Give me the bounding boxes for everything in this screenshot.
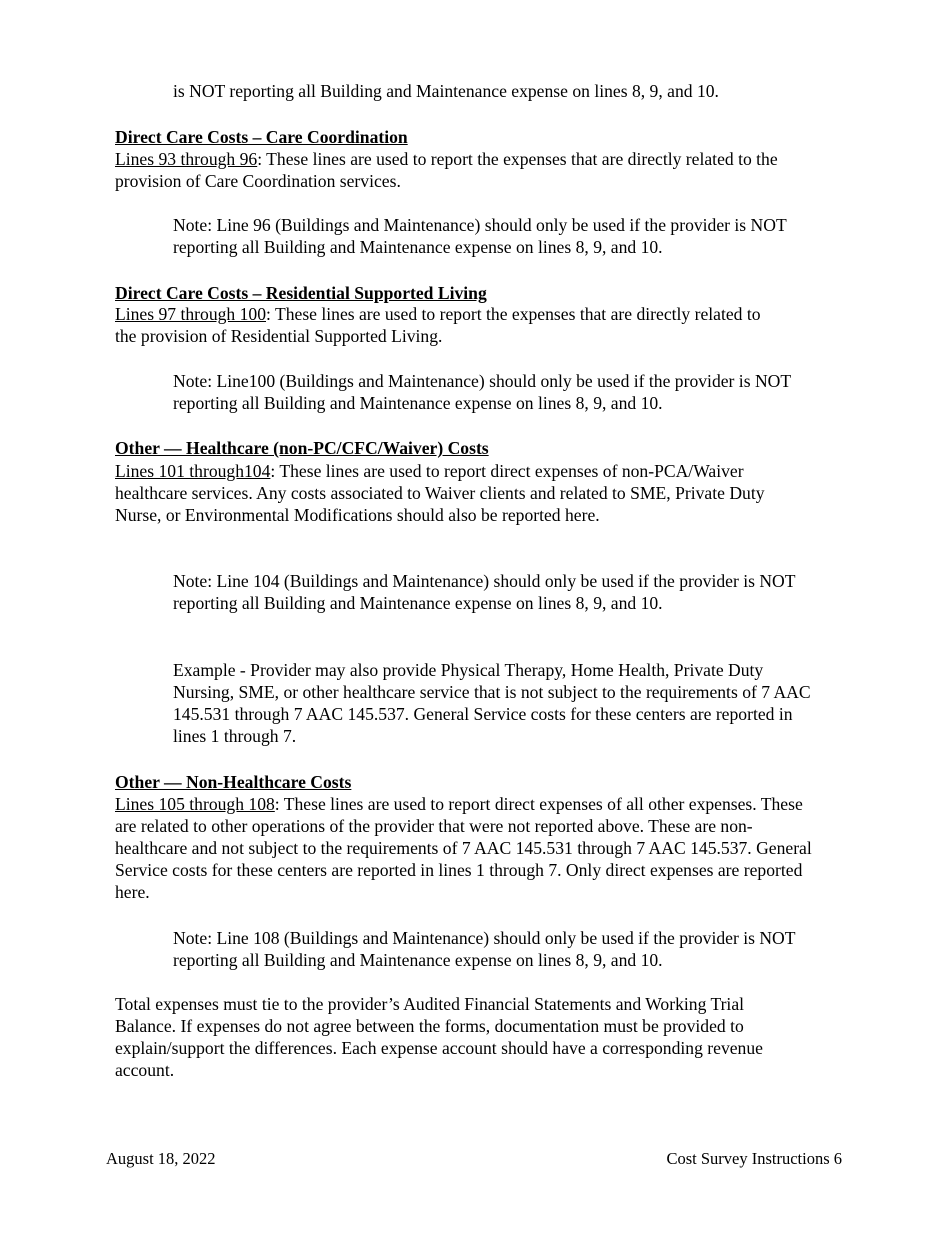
section-body-other-healthcare bbox=[115, 460, 805, 526]
section-body-text: : These lines are used to report the expenses that are directly related to the provision of Care Coordination services. bbox=[115, 149, 778, 191]
section-body-text: : These lines are used to report direct expenses of all other expenses. These are related to other operations of the provider that were not reported above. These are non-healthcare and not subject to the requirements of 7 AAC 145.531 through 7 AAC 145.537. General Service costs for these centers are reported in lines 1 through 7. Only direct expenses are reported here. bbox=[115, 794, 812, 902]
section-heading-residential-supported-living: Direct Care Costs – Residential Supported Living bbox=[115, 283, 487, 303]
lines-reference: Lines 93 through 96 bbox=[115, 149, 258, 169]
section-body-text: : These lines are used to report direct expenses of non-PCA/Waiver healthcare services. Any costs associated to Waiver clients and related to SME, Private Duty Nurse, or Environmental Modifications should also be reported here. bbox=[115, 461, 765, 525]
section-body-text: : These lines are used to report the expenses that are directly related to the provision of Residential Supported Living. bbox=[115, 304, 761, 346]
closing-paragraph: Total expenses must tie to the provider’s Audited Financial Statements and Working Trial Balance. If expenses do not agree between the forms, documentation must be provided to explain/support the differences. Each expense account should have a corresponding revenue account. bbox=[115, 994, 763, 1080]
footer-page-label: Cost Survey Instructions 6 bbox=[666, 1149, 842, 1168]
note-line-100: Note: Line100 (Buildings and Maintenance) should only be used if the provider is NOT reporting all Building and Maintenance expense on lines 8, 9, and 10. bbox=[173, 371, 791, 413]
lines-reference: Lines 97 through 100 bbox=[115, 304, 266, 324]
note-line-108: Note: Line 108 (Buildings and Maintenance) should only be used if the provider is NOT reporting all Building and Maintenance expense on lines 8, 9, and 10. bbox=[173, 928, 796, 970]
note-continued: is NOT reporting all Building and Maintenance expense on lines 8, 9, and 10. bbox=[173, 81, 719, 101]
section-body-residential-supported-living bbox=[115, 303, 775, 347]
section-body-non-healthcare bbox=[115, 793, 815, 903]
section-heading-other-healthcare: Other — Healthcare (non-PC/CFC/Waiver) Costs bbox=[115, 438, 489, 458]
example-paragraph: Example - Provider may also provide Physical Therapy, Home Health, Private Duty Nursing, SME, or other healthcare service that is not subject to the requirements of 7 AAC 145.531 through 7 AAC 145.537. General Service costs for these centers are reported in lines 1 through 7. bbox=[173, 660, 811, 746]
lines-reference: Lines 101 through104 bbox=[115, 461, 271, 481]
lines-reference: Lines 105 through 108 bbox=[115, 794, 275, 814]
section-heading-care-coordination: Direct Care Costs – Care Coordination bbox=[115, 127, 408, 147]
footer-date: August 18, 2022 bbox=[106, 1149, 216, 1168]
note-line-96: Note: Line 96 (Buildings and Maintenance) should only be used if the provider is NOT reporting all Building and Maintenance expense on lines 8, 9, and 10. bbox=[173, 215, 787, 257]
note-line-104: Note: Line 104 (Buildings and Maintenance) should only be used if the provider is NOT reporting all Building and Maintenance expense on lines 8, 9, and 10. bbox=[173, 571, 796, 613]
section-heading-non-healthcare: Other — Non-Healthcare Costs bbox=[115, 772, 352, 792]
section-body-care-coordination bbox=[115, 148, 827, 192]
